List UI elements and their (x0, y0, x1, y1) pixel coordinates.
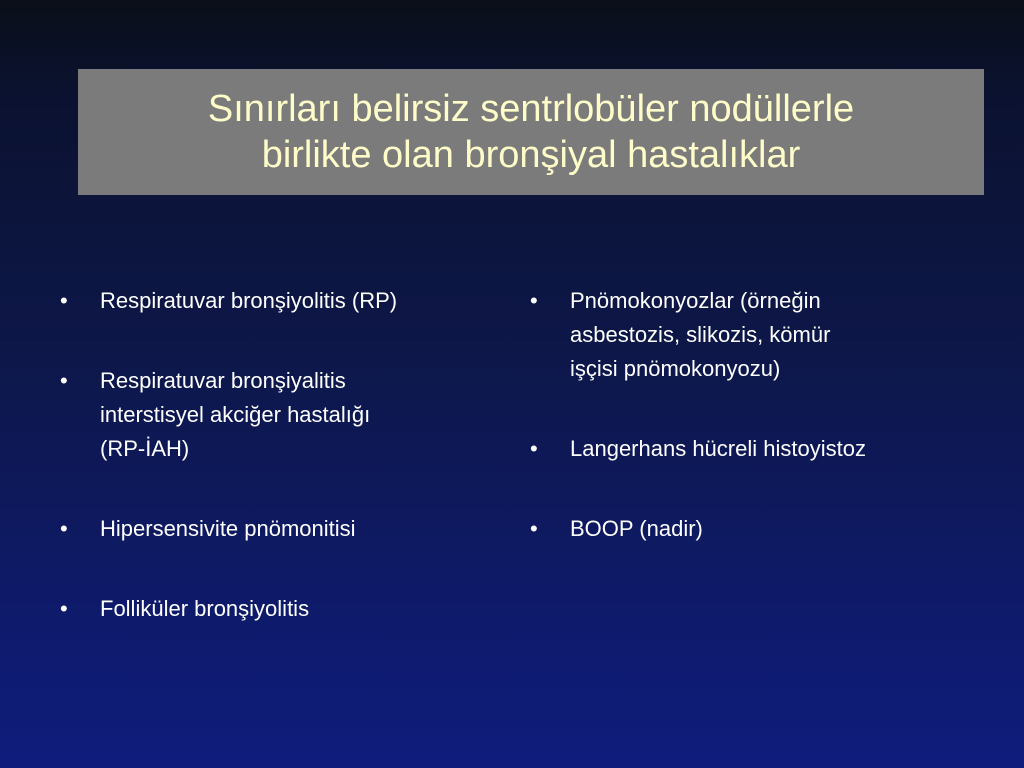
bullet-icon: • (530, 288, 538, 313)
bullet-text: Hipersensivite pnömonitisi (100, 516, 356, 541)
bullet-text: Folliküler bronşiyolitis (100, 596, 310, 621)
bullet-icon: • (530, 516, 538, 541)
left-bullet-list (60, 284, 500, 672)
bullet-text: Respiratuvar bronşiyalitis interstisyel akciğer hastalığı (RP-İAH) (100, 368, 371, 461)
list-item (60, 284, 500, 318)
bullet-text: Langerhans hücreli histoyistoz (570, 436, 866, 461)
list-item (60, 364, 500, 466)
bullet-icon: • (60, 288, 68, 313)
bullet-icon: • (530, 436, 538, 461)
bullet-text: BOOP (nadir) (570, 516, 703, 541)
bullet-icon: • (60, 596, 68, 621)
right-bullet-list (530, 284, 970, 592)
list-item (530, 432, 970, 466)
bullet-icon: • (60, 368, 68, 393)
bullet-icon: • (60, 516, 68, 541)
list-item (60, 592, 500, 626)
bullet-text: Respiratuvar bronşiyolitis (RP) (100, 288, 398, 313)
slide-title: Sınırları belirsiz sentrlobüler nodüllerle birlikte olan bronşiyal hastalıklar (207, 88, 855, 176)
list-item (530, 284, 970, 386)
title-box (78, 69, 984, 195)
bullet-text: Pnömokonyozlar (örneğin asbestozis, slikozis, kömür işçisi pnömokonyozu) (570, 288, 831, 381)
list-item (60, 512, 500, 546)
list-item (530, 512, 970, 546)
